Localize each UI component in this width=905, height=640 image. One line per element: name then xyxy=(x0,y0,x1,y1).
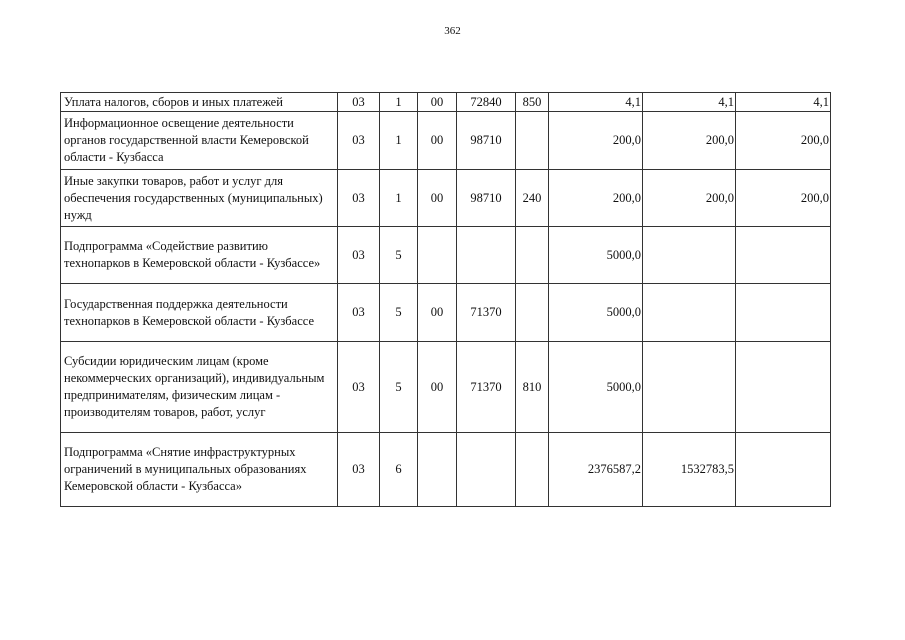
row-c2-cell: 5 xyxy=(380,227,418,284)
row-c5-cell: 850 xyxy=(516,93,549,112)
row-v3-cell: 200,0 xyxy=(736,112,831,170)
budget-table xyxy=(60,92,831,507)
row-v2-cell: 200,0 xyxy=(643,170,736,227)
row-c4-cell: 71370 xyxy=(457,342,516,433)
row-name-cell: Уплата налогов, сборов и иных платежей xyxy=(61,93,338,112)
row-v2-cell: 4,1 xyxy=(643,93,736,112)
row-v2-cell xyxy=(643,284,736,342)
row-c4-cell xyxy=(457,227,516,284)
row-v2-cell: 200,0 xyxy=(643,112,736,170)
row-v1-cell: 200,0 xyxy=(549,112,643,170)
row-c2-cell: 1 xyxy=(380,112,418,170)
row-v3-cell xyxy=(736,284,831,342)
row-c4-cell: 71370 xyxy=(457,284,516,342)
table-row xyxy=(61,284,831,342)
row-c2-cell: 5 xyxy=(380,342,418,433)
row-c4-cell: 72840 xyxy=(457,93,516,112)
row-c2-cell: 6 xyxy=(380,433,418,507)
row-v2-cell xyxy=(643,227,736,284)
row-v3-cell xyxy=(736,342,831,433)
row-name-cell: Государственная поддержка деятельности технопарков в Кемеровской области - Кузбассе xyxy=(61,284,338,342)
row-name-cell: Подпрограмма «Содействие развитию технопарков в Кемеровской области - Кузбассе» xyxy=(61,227,338,284)
row-c1-cell: 03 xyxy=(338,227,380,284)
table-row xyxy=(61,433,831,507)
page-number: 362 xyxy=(444,25,461,37)
row-name-cell: Иные закупки товаров, работ и услуг для обеспечения государственных (муниципальных) нужд xyxy=(61,170,338,227)
row-c3-cell: 00 xyxy=(418,284,457,342)
row-v1-cell: 200,0 xyxy=(549,170,643,227)
row-name-cell: Информационное освещение деятельности органов государственной власти Кемеровской области - Кузбасса xyxy=(61,112,338,170)
row-c3-cell: 00 xyxy=(418,112,457,170)
row-c4-cell: 98710 xyxy=(457,170,516,227)
table-row xyxy=(61,170,831,227)
row-v1-cell: 5000,0 xyxy=(549,227,643,284)
row-name-cell: Подпрограмма «Снятие инфраструктурных ограничений в муниципальных образованиях Кемеровской области - Кузбасса» xyxy=(61,433,338,507)
row-c3-cell: 00 xyxy=(418,342,457,433)
row-c5-cell xyxy=(516,112,549,170)
row-v3-cell: 4,1 xyxy=(736,93,831,112)
row-c1-cell: 03 xyxy=(338,170,380,227)
row-v2-cell: 1532783,5 xyxy=(643,433,736,507)
row-v3-cell: 200,0 xyxy=(736,170,831,227)
table-row xyxy=(61,342,831,433)
table-row xyxy=(61,112,831,170)
row-c2-cell: 1 xyxy=(380,93,418,112)
row-v1-cell: 2376587,2 xyxy=(549,433,643,507)
row-c5-cell: 810 xyxy=(516,342,549,433)
row-c4-cell xyxy=(457,433,516,507)
row-v1-cell: 5000,0 xyxy=(549,284,643,342)
row-c1-cell: 03 xyxy=(338,342,380,433)
row-v1-cell: 4,1 xyxy=(549,93,643,112)
row-v3-cell xyxy=(736,227,831,284)
row-c5-cell xyxy=(516,227,549,284)
row-c3-cell xyxy=(418,227,457,284)
row-c1-cell: 03 xyxy=(338,433,380,507)
row-c3-cell xyxy=(418,433,457,507)
table-row xyxy=(61,93,831,112)
row-c4-cell: 98710 xyxy=(457,112,516,170)
row-c5-cell: 240 xyxy=(516,170,549,227)
row-c1-cell: 03 xyxy=(338,284,380,342)
row-c2-cell: 1 xyxy=(380,170,418,227)
table-row xyxy=(61,227,831,284)
row-c5-cell xyxy=(516,433,549,507)
row-c2-cell: 5 xyxy=(380,284,418,342)
row-c3-cell: 00 xyxy=(418,93,457,112)
row-name-cell: Субсидии юридическим лицам (кроме некоммерческих организаций), индивидуальным предпринимателям, физическим лицам - производителям товаров, работ, услуг xyxy=(61,342,338,433)
row-v2-cell xyxy=(643,342,736,433)
row-c1-cell: 03 xyxy=(338,112,380,170)
row-c3-cell: 00 xyxy=(418,170,457,227)
row-v1-cell: 5000,0 xyxy=(549,342,643,433)
row-c5-cell xyxy=(516,284,549,342)
row-c1-cell: 03 xyxy=(338,93,380,112)
row-v3-cell xyxy=(736,433,831,507)
